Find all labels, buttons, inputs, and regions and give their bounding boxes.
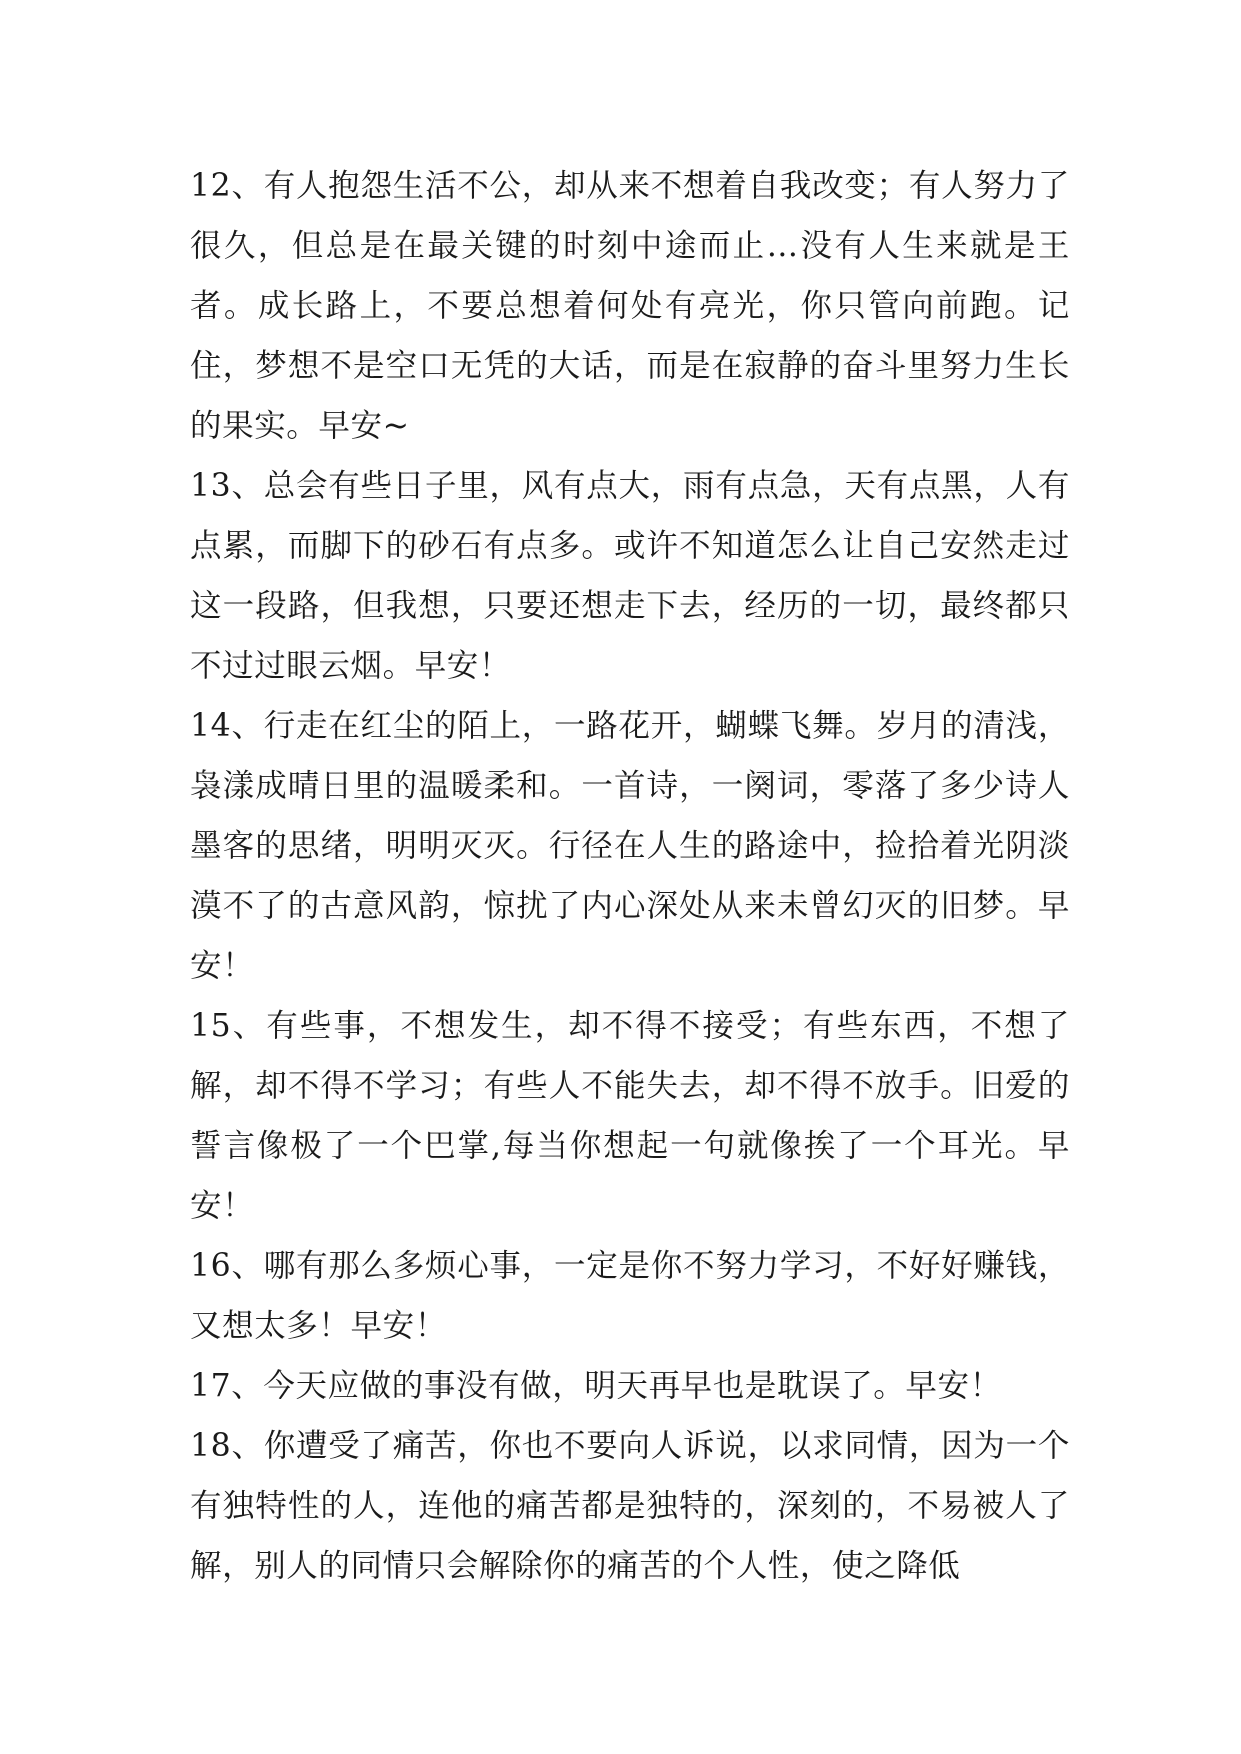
paragraph-18: 18、你遭受了痛苦，你也不要向人诉说，以求同情，因为一个有独特性的人，连他的痛苦都是独特的，深刻的，不易被人了解，别人的同情只会解除你的痛苦的个人性，使之降低 (190, 1428, 1070, 1584)
document-body (190, 156, 1070, 1596)
paragraph-17: 17、今天应做的事没有做，明天再早也是耽误了。早安！ (190, 1368, 1002, 1404)
paragraph-13: 13、总会有些日子里，风有点大，雨有点急，天有点黑，人有点累，而脚下的砂石有点多。或许不知道怎么让自己安然走过这一段路，但我想，只要还想走下去，经历的一切，最终都只不过过眼云烟。早安！ (190, 468, 1070, 684)
paragraph-16: 16、哪有那么多烦心事，一定是你不努力学习，不好好赚钱，又想太多！早安！ (190, 1248, 1070, 1344)
paragraph-14: 14、行走在红尘的陌上，一路花开，蝴蝶飞舞。岁月的清浅，袅漾成晴日里的温暖柔和。一首诗，一阕词，零落了多少诗人墨客的思绪，明明灭灭。行径在人生的路途中，捡拾着光阴淡漠不了的古意风韵，惊扰了内心深处从来未曾幻灭的旧梦。早安！ (190, 708, 1070, 984)
paragraph-12: 12、有人抱怨生活不公，却从来不想着自我改变；有人努力了很久，但总是在最关键的时刻中途而止…没有人生来就是王者。成长路上，不要总想着何处有亮光，你只管向前跑。记住，梦想不是空口无凭的大话，而是在寂静的奋斗里努力生长的果实。早安~ (190, 168, 1070, 444)
paragraph-15: 15、有些事，不想发生，却不得不接受；有些东西，不想了解，却不得不学习；有些人不能失去，却不得不放手。旧爱的誓言像极了一个巴掌,每当你想起一句就像挨了一个耳光。早安！ (190, 1008, 1070, 1224)
